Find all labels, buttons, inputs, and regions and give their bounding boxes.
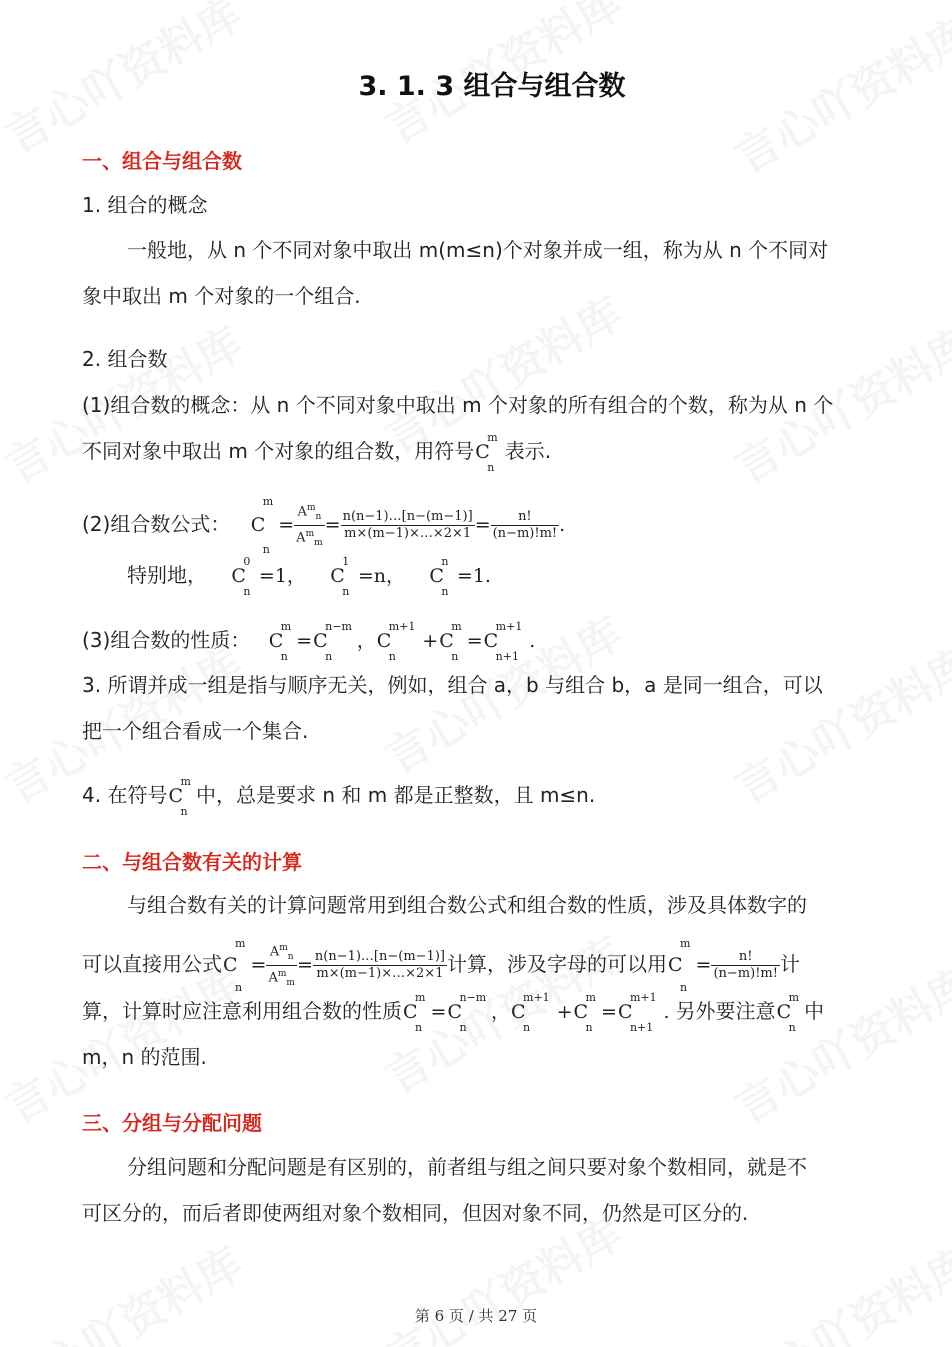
paragraph: (1)组合数的概念：从 n 个不同对象中取出 m 个对象的所有组合的个数，称为从 n 个: [82, 393, 834, 417]
fraction-long: $\frac{n(n-1)\dots[n-(m-1)]}{m\times(m-1)\times\dots\times 2\times 1}$: [342, 509, 473, 541]
page-title: 3. 1. 3 组合与组合数: [358, 71, 626, 102]
combination-symbol: C m n: [475, 431, 498, 474]
paragraph: 与组合数有关的计算问题常用到组合数公式和组合数的性质，涉及具体数字的: [127, 893, 807, 917]
paragraph-with-formula: 可以直接用公式C m n = $\frac{A^m_n}{A^m_m}$ = $\frac{n(n-1)\dots[n-(m-1)]}{m\times(m-1)\times\dots\times 2\times 1}$ 计算，涉及字母的可以用C m n = $\frac{n!}{(n-m)!m!}$ 计: [82, 936, 800, 994]
watermark: [0, 1228, 252, 1347]
paragraph: 象中取出 m 个对象的一个组合.: [82, 284, 361, 308]
section-heading-3: 三、分组与分配问题: [82, 1111, 262, 1135]
section-heading-2: 二、与组合数有关的计算: [82, 850, 302, 874]
paragraph-with-formula: 算，计算时应注意利用组合数的性质C m n =C n−m n ，C m+1 n +C m n =C m+1 n+1 . 另外要注意C m n 中: [82, 991, 825, 1034]
paragraph: 把一个组合看成一个集合.: [82, 719, 309, 743]
formula-line: (2)组合数公式： C m n = $\frac{A^m_n}{A^m_m}$ = $\frac{n(n-1)\dots[n-(m-1)]}{m\times(m-1)\times\dots\times 2\times 1}$ = $\frac{n!}{(n-m)!m!}$ .: [82, 495, 566, 556]
fraction-factorial: $\frac{n!}{(n-m)!m!}$: [492, 509, 558, 541]
formula-special-cases: 特别地， C 0 n =1， C 1 n =n， C n n =1.: [127, 555, 491, 598]
combination-symbol: C m n: [250, 495, 274, 556]
paragraph: 不同对象中取出 m 个对象的组合数，用符号C m n 表示.: [82, 431, 552, 474]
fraction-a: $\frac{A^m_n}{A^m_m}$: [294, 500, 324, 551]
page-footer: 第 6 页 / 共 27 页: [414, 1307, 538, 1325]
paragraph: 分组问题和分配问题是有区别的，前者组与组之间只要对象个数相同，就是不: [127, 1155, 807, 1179]
paragraph: 3. 所谓并成一组是指与顺序无关，例如，组合 a，b 与组合 b，a 是同一组合，可以: [82, 673, 823, 697]
subheading-concept: 1. 组合的概念: [82, 193, 208, 217]
paragraph: 4. 在符号C m n 中，总是要求 n 和 m 都是正整数，且 m≤n.: [82, 775, 596, 818]
paragraph: 一般地，从 n 个不同对象中取出 m(m≤n)个对象并成一组，称为从 n 个不同对: [127, 238, 829, 262]
watermark: [722, 1228, 952, 1347]
formula-properties: (3)组合数的性质： C m n =C n−m n ，C m+1 n +C m n =C m+1 n+1 .: [82, 620, 536, 663]
section-heading-1: 一、组合与组合数: [82, 149, 242, 173]
subheading-combination-number: 2. 组合数: [82, 347, 168, 371]
paragraph: 可区分的，而后者即使两组对象个数相同，但因对象不同，仍然是可区分的.: [82, 1201, 749, 1225]
paragraph: m，n 的范围.: [82, 1045, 207, 1069]
